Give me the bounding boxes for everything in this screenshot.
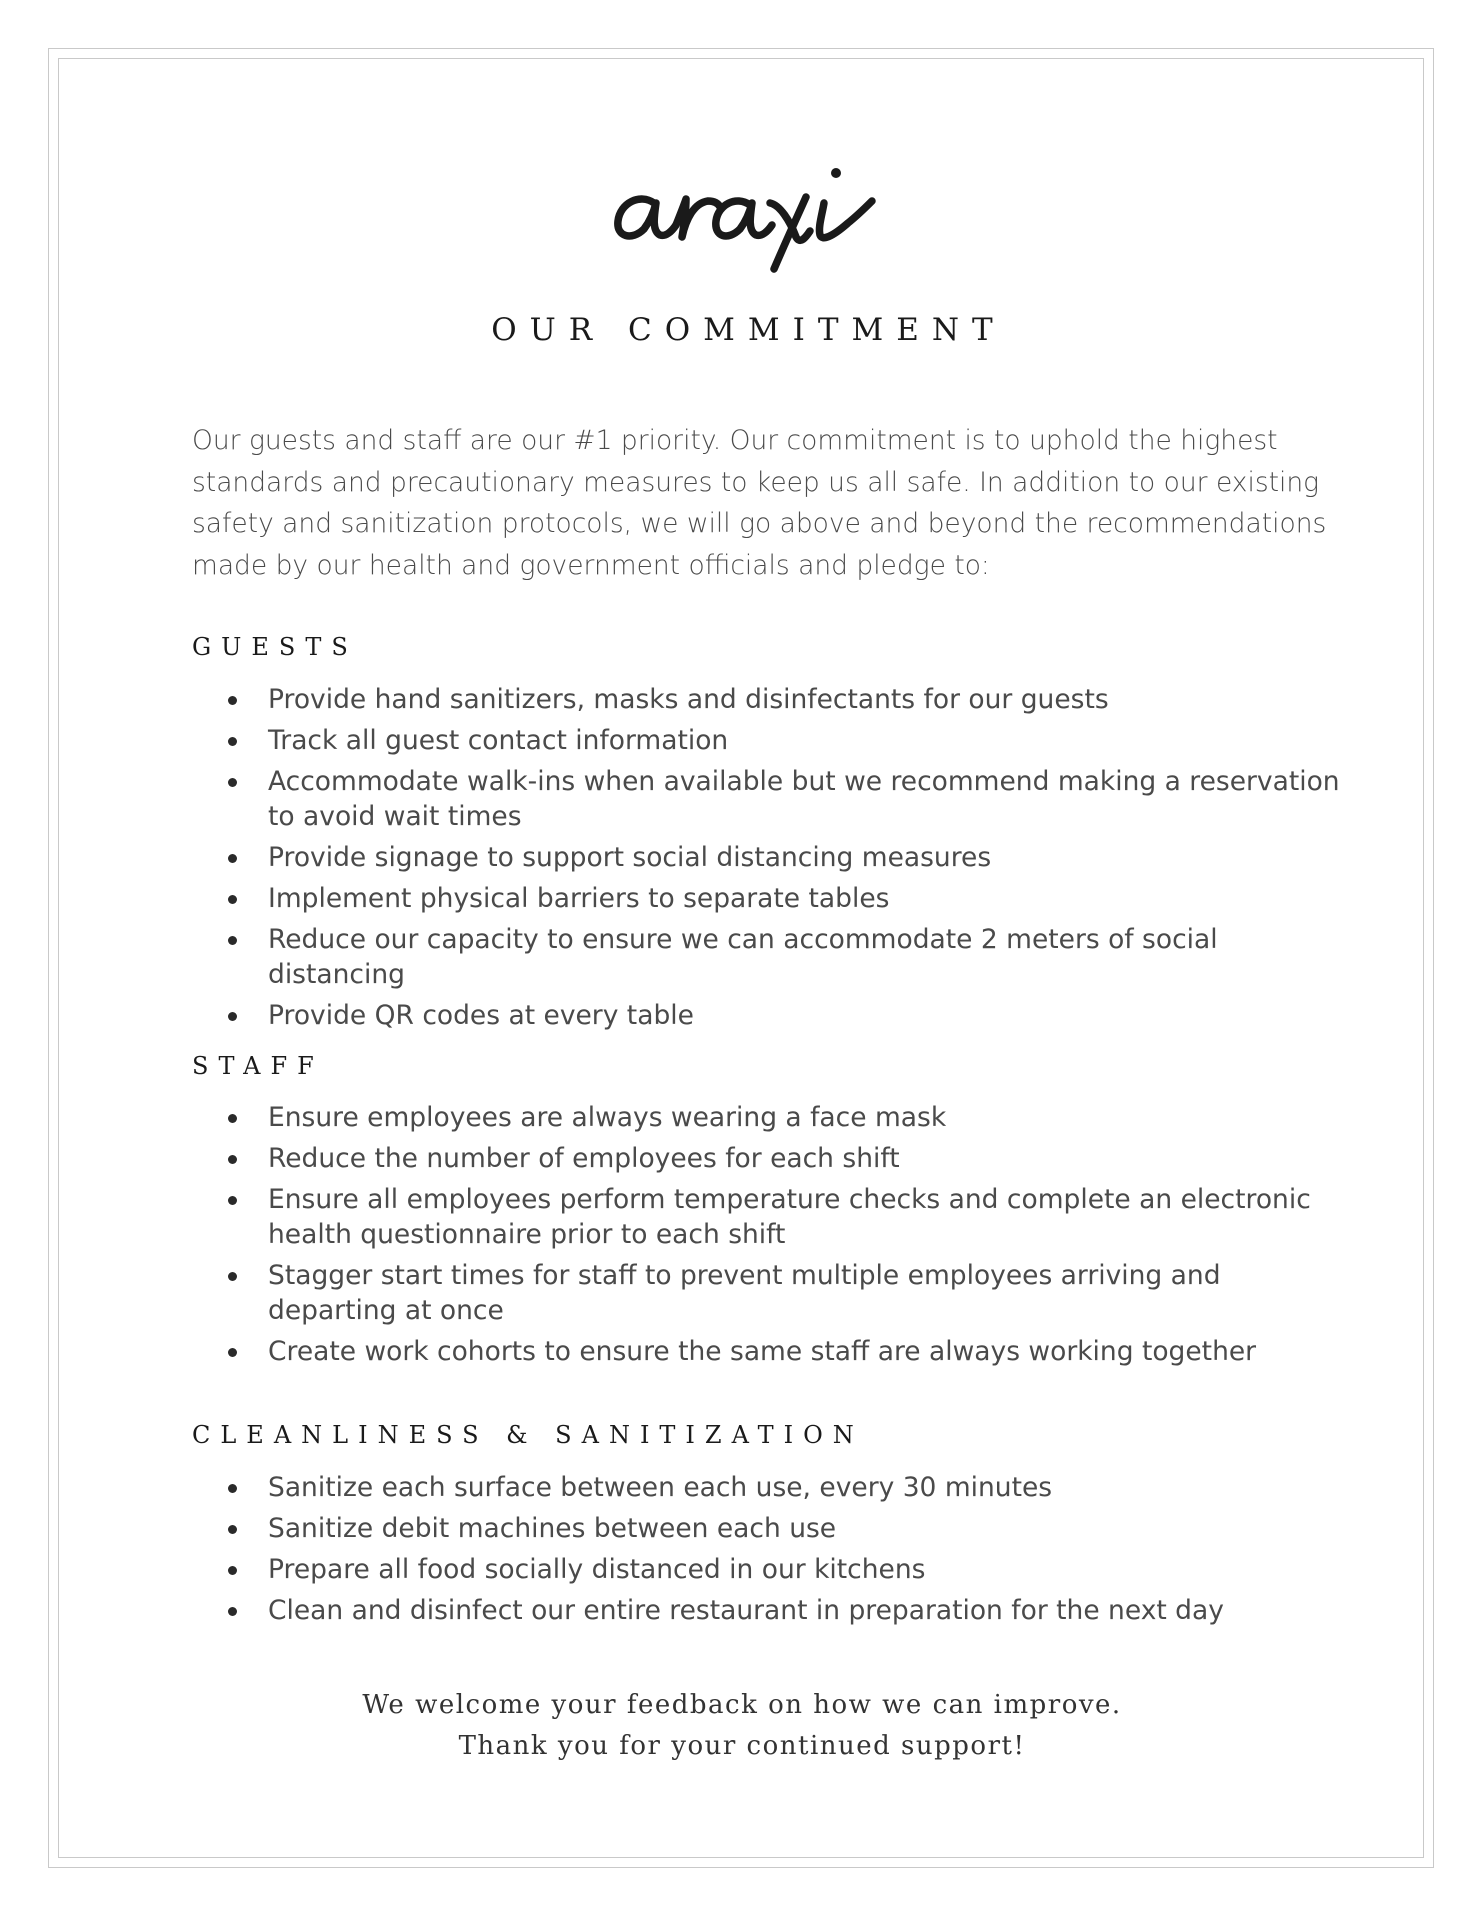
bullet-icon [228,1114,237,1123]
bullet-icon [228,1484,237,1493]
bullet-icon [228,1012,237,1021]
list-item: Track all guest contact information [192,723,1342,758]
list-item: Sanitize each surface between each use, every 30 minutes [192,1470,1342,1505]
section-heading-cleanliness: CLEANLINESS & SANITIZATION [192,1421,864,1449]
list-item: Ensure all employees perform temperature checks and complete an electronic health questionnaire prior to each shift [192,1182,1342,1252]
intro-paragraph: Our guests and staff are our #1 priority. Our commitment is to uphold the highest standards and precautionary measures to keep us all safe. In addition to our existing safety and sanitization protocols, we will go above and beyond the recommendations made by our health and government officials and pledge to: [192,425,1327,581]
bullet-icon [228,854,237,863]
bullet-icon [228,778,237,787]
list-item: Create work cohorts to ensure the same staff are always working together [192,1334,1342,1369]
staff-list [192,1100,1342,1375]
bullet-icon [228,1607,237,1616]
list-item: Provide QR codes at every table [192,998,1342,1033]
list-item: Ensure employees are always wearing a face mask [192,1100,1342,1135]
bullet-icon [228,1348,237,1357]
cleanliness-list [192,1470,1342,1634]
list-item: Clean and disinfect our entire restaurant in preparation for the next day [192,1593,1342,1628]
bullet-icon [228,936,237,945]
list-item: Provide signage to support social distancing measures [192,840,1342,875]
list-item: Provide hand sanitizers, masks and disinfectants for our guests [192,682,1342,717]
list-item: Stagger start times for staff to prevent multiple employees arriving and departing at once [192,1258,1342,1328]
bullet-icon [228,895,237,904]
list-item: Prepare all food socially distanced in our kitchens [192,1552,1342,1587]
list-item: Implement physical barriers to separate tables [192,881,1342,916]
section-heading-guests: GUESTS [192,633,358,661]
list-item: Sanitize debit machines between each use [192,1511,1342,1546]
bullet-icon [228,1566,237,1575]
araxi-logo [610,145,880,275]
list-item: Reduce our capacity to ensure we can accommodate 2 meters of social distancing [192,922,1342,992]
closing-thanks-line: Thank you for your continued support! [458,1731,1026,1761]
bullet-icon [228,1525,237,1534]
list-item: Reduce the number of employees for each shift [192,1141,1342,1176]
bullet-icon [228,696,237,705]
bullet-icon [228,1272,237,1281]
closing-feedback-line: We welcome your feedback on how we can improve. [362,1690,1122,1720]
list-item: Accommodate walk-ins when available but we recommend making a reservation to avoid wait times [192,764,1342,834]
guests-list [192,682,1342,1039]
bullet-icon [228,737,237,746]
bullet-icon [228,1155,237,1164]
page-title: OUR COMMITMENT [491,312,1006,348]
section-heading-staff: STAFF [192,1052,324,1080]
bullet-icon [228,1196,237,1205]
